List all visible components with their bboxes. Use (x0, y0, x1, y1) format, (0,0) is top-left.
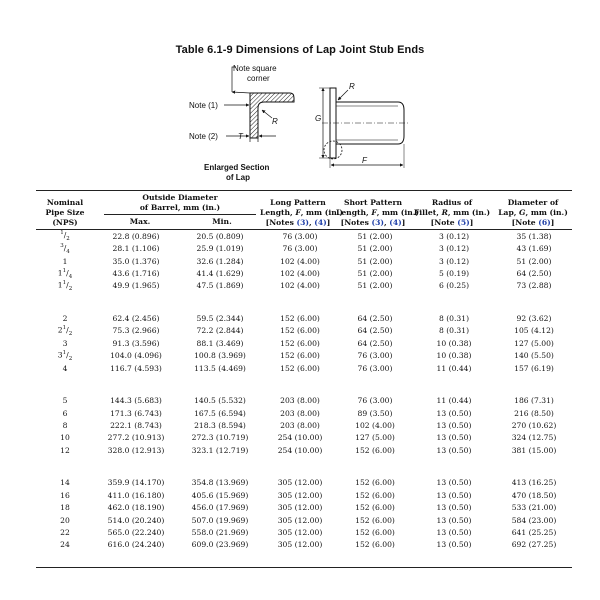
nps-cell: 1 (62, 256, 68, 266)
nps-cell: $1^1/_2$ (57, 279, 73, 292)
radius-cell: 5 (0.19) (438, 269, 470, 279)
short-pattern-cell: 152 (6.00) (355, 528, 395, 538)
nps-cell: 18 (60, 503, 70, 513)
long-pattern-cell: 152 (6.00) (280, 313, 320, 323)
od-min-cell: 140.5 (5.532) (194, 396, 246, 406)
radius-cell: 13 (0.50) (436, 433, 472, 443)
long-pattern-cell: 203 (8.00) (280, 420, 320, 430)
od-min-cell: 20.5 (0.809) (196, 231, 244, 241)
header-outside-diameter: Outside Diameter of Barrel, mm (in.) (139, 193, 221, 212)
fraction: $^1/_2$ (62, 324, 73, 337)
radius-cell: 10 (0.38) (436, 351, 472, 361)
table-row (36, 242, 572, 254)
od-max-cell: 62.4 (2.456) (112, 313, 160, 323)
header-top-rule (36, 190, 572, 191)
caption-line-2: of Lap (226, 173, 250, 182)
note-3-link[interactable]: (3) (296, 218, 309, 227)
table-row (36, 350, 572, 362)
g-label: G (315, 114, 322, 123)
radius-cell: 13 (0.50) (436, 420, 472, 430)
od-min-cell: 113.5 (4.469) (194, 363, 246, 373)
short-pattern-cell: 64 (2.50) (357, 326, 393, 336)
table-row (36, 337, 572, 349)
od-min-cell: 72.2 (2.844) (196, 326, 244, 336)
long-pattern-cell: 305 (12.00) (277, 515, 323, 525)
radius-cell: 13 (0.50) (436, 515, 472, 525)
caption-line-1: Enlarged Section (204, 163, 270, 172)
note-6-link[interactable]: (6) (538, 218, 551, 227)
lap-diameter-cell: 584 (23.00) (511, 515, 557, 525)
od-min-cell: 100.8 (3.969) (194, 351, 246, 361)
long-pattern-cell: 76 (3.00) (282, 244, 318, 254)
header-nps: Nominal Pipe Size (NPS) (45, 198, 85, 227)
nps-cell (36, 230, 94, 242)
od-max-cell: 104.0 (4.096) (110, 351, 162, 361)
lap-diameter-cell: 73 (2.88) (516, 281, 552, 291)
lap-diameter-cell: 641 (25.25) (511, 528, 557, 538)
short-pattern-cell: 76 (3.00) (357, 396, 393, 406)
short-pattern-cell: 51 (2.00) (357, 244, 393, 254)
od-min-cell: 558.0 (21.969) (191, 528, 249, 538)
short-pattern-cell: 152 (6.00) (355, 445, 395, 455)
long-pattern-cell: 152 (6.00) (280, 351, 320, 361)
od-min-cell: 405.6 (15.969) (191, 490, 249, 500)
note-1-label: Note (1) (189, 101, 218, 110)
radius-cell: 3 (0.12) (438, 244, 470, 254)
lap-diameter-cell: 157 (6.19) (514, 363, 554, 373)
long-pattern-cell: 305 (12.00) (277, 478, 323, 488)
lap-diameter-cell: 35 (1.38) (516, 231, 552, 241)
od-min-cell: 507.0 (19.969) (191, 515, 249, 525)
note-4-link[interactable]: (4) (314, 218, 327, 227)
long-pattern-cell: 305 (12.00) (277, 503, 323, 513)
od-max-cell: 116.7 (4.593) (110, 363, 162, 373)
od-min-cell: 88.1 (3.469) (196, 338, 244, 348)
note-2-label: Note (2) (189, 132, 218, 141)
lap-joint-figure (0, 58, 600, 183)
od-max-cell: 91.3 (3.596) (112, 338, 160, 348)
group-spacer (36, 457, 572, 477)
long-pattern-cell: 152 (6.00) (280, 363, 320, 373)
od-max-cell: 22.8 (0.896) (112, 231, 160, 241)
note-4-link[interactable]: (4) (389, 218, 402, 227)
short-pattern-cell: 76 (3.00) (357, 363, 393, 373)
table-row (36, 501, 572, 513)
od-max-cell: 462.0 (18.190) (107, 503, 165, 513)
od-max-cell: 565.0 (22.240) (107, 528, 165, 538)
nps-cell: $2^1/_2$ (57, 324, 73, 337)
od-min-cell: 272.3 (10.719) (191, 433, 249, 443)
od-min-cell: 609.0 (23.969) (191, 540, 249, 550)
od-max-cell: 49.9 (1.965) (112, 281, 160, 291)
table-row (36, 514, 572, 526)
radius-cell: 11 (0.44) (436, 396, 472, 406)
table-row (36, 526, 572, 538)
nps-cell: 16 (60, 490, 70, 500)
od-min-cell: 167.5 (6.594) (194, 408, 246, 418)
lap-diameter-cell: 51 (2.00) (516, 256, 552, 266)
long-pattern-cell: 203 (8.00) (280, 396, 320, 406)
radius-cell: 3 (0.12) (438, 256, 470, 266)
od-max-cell: 144.3 (5.683) (110, 396, 162, 406)
radius-cell: 10 (0.38) (436, 338, 472, 348)
header-radius: Radius of Fillet, R, mm (in.) [Note (5)] (413, 198, 491, 227)
radius-cell: 6 (0.25) (438, 281, 470, 291)
lap-diameter-cell: 533 (21.00) (511, 503, 557, 513)
od-max-cell: 43.6 (1.716) (112, 269, 160, 279)
od-min-cell: 59.5 (2.344) (196, 313, 244, 323)
nps-cell: 4 (62, 363, 68, 373)
fraction: $^1/_2$ (60, 230, 70, 243)
radius-cell: 13 (0.50) (436, 503, 472, 513)
fraction: $^1/_4$ (62, 267, 73, 280)
od-max-cell: 35.0 (1.376) (112, 256, 160, 266)
table-row (36, 312, 572, 324)
table-row (36, 394, 572, 406)
long-pattern-cell: 254 (10.00) (277, 445, 323, 455)
radius-cell: 13 (0.50) (436, 478, 472, 488)
long-pattern-cell: 305 (12.00) (277, 490, 323, 500)
header-short-pattern: Short Pattern Length, F, mm (in.) [Notes (3), (4)] (336, 198, 419, 227)
od-max-cell: 616.0 (24.240) (107, 540, 165, 550)
short-pattern-cell: 51 (2.00) (357, 256, 393, 266)
od-min-cell: 218.3 (8.594) (194, 420, 246, 430)
nps-cell: 22 (60, 528, 70, 538)
radius-cell: 11 (0.44) (436, 363, 472, 373)
long-pattern-cell: 203 (8.00) (280, 408, 320, 418)
short-pattern-cell: 64 (2.50) (357, 313, 393, 323)
header-long-pattern: Long Pattern Length, F, mm (in.) [Notes (3), (4)] (260, 198, 343, 227)
lap-diameter-cell: 216 (8.50) (514, 408, 554, 418)
short-pattern-cell: 51 (2.00) (357, 231, 393, 241)
table-row (36, 489, 572, 501)
table-title: Table 6.1-9 Dimensions of Lap Joint Stub Ends (175, 44, 425, 56)
od-min-cell: 456.0 (17.969) (191, 503, 249, 513)
long-pattern-cell: 102 (4.00) (280, 281, 320, 291)
header-max: Max. (129, 217, 151, 226)
fraction: $^3/_4$ (60, 242, 70, 255)
od-max-cell: 28.1 (1.106) (112, 244, 160, 254)
fraction: $^1/_2$ (62, 279, 73, 292)
nps-cell (36, 242, 94, 254)
radius-cell: 13 (0.50) (436, 540, 472, 550)
table-row (36, 407, 572, 419)
table-row (36, 362, 572, 374)
od-min-cell: 354.8 (13.969) (191, 478, 249, 488)
od-max-cell: 75.3 (2.966) (112, 326, 160, 336)
od-max-cell: 171.3 (6.743) (110, 408, 162, 418)
nps-cell: 24 (60, 540, 70, 550)
radius-cell: 13 (0.50) (436, 490, 472, 500)
long-pattern-cell: 76 (3.00) (282, 231, 318, 241)
short-pattern-cell: 64 (2.50) (357, 338, 393, 348)
lap-diameter-cell: 692 (27.25) (511, 540, 557, 550)
lap-diameter-cell: 105 (4.12) (514, 326, 554, 336)
lap-diameter-cell: 92 (3.62) (516, 313, 552, 323)
header-min: Min. (212, 217, 232, 226)
long-pattern-cell: 102 (4.00) (280, 269, 320, 279)
table-row (36, 280, 572, 292)
od-max-cell: 222.1 (8.743) (110, 420, 162, 430)
group-spacer (36, 292, 572, 312)
radius-cell: 13 (0.50) (436, 408, 472, 418)
nps-cell: 5 (62, 396, 68, 406)
od-min-cell: 47.5 (1.869) (196, 281, 244, 291)
radius-cell: 13 (0.50) (436, 445, 472, 455)
lap-diameter-cell: 43 (1.69) (516, 244, 552, 254)
table-row (36, 267, 572, 279)
table-row (36, 255, 572, 267)
nps-cell: 8 (62, 420, 68, 430)
long-pattern-cell: 305 (12.00) (277, 528, 323, 538)
f-label: F (362, 156, 367, 165)
lap-diameter-cell: 186 (7.31) (514, 396, 554, 406)
radius-cell: 13 (0.50) (436, 528, 472, 538)
od-min-cell: 25.9 (1.019) (196, 244, 244, 254)
od-max-cell: 328.0 (12.913) (107, 445, 165, 455)
long-pattern-cell: 102 (4.00) (280, 256, 320, 266)
nps-cell: 6 (62, 408, 68, 418)
nps-cell: 2 (62, 313, 68, 323)
nps-cell: $1^1/_4$ (57, 267, 73, 280)
enlarged-r-label: R (272, 117, 278, 126)
table-row (36, 230, 572, 242)
short-pattern-cell: 76 (3.00) (357, 351, 393, 361)
long-pattern-cell: 305 (12.00) (277, 540, 323, 550)
table-row (36, 444, 572, 456)
radius-cell: 8 (0.31) (438, 313, 470, 323)
short-pattern-cell: 127 (5.00) (355, 433, 395, 443)
lap-diameter-cell: 140 (5.50) (514, 351, 554, 361)
short-pattern-cell: 152 (6.00) (355, 540, 395, 550)
short-pattern-cell: 102 (4.00) (355, 420, 395, 430)
long-pattern-cell: 254 (10.00) (277, 433, 323, 443)
od-max-cell: 277.2 (10.913) (107, 433, 165, 443)
nps-cell: 20 (60, 515, 70, 525)
od-min-cell: 32.6 (1.284) (196, 256, 244, 266)
lap-diameter-cell: 270 (10.62) (511, 420, 557, 430)
short-pattern-cell: 89 (3.50) (357, 408, 393, 418)
nps-cell: 10 (60, 433, 70, 443)
od-min-cell: 41.4 (1.629) (196, 269, 244, 279)
nps-cell: 14 (60, 478, 70, 488)
lap-diameter-cell: 470 (18.50) (511, 490, 557, 500)
short-pattern-cell: 152 (6.00) (355, 490, 395, 500)
nps-cell: 3 (62, 338, 68, 348)
short-pattern-cell: 51 (2.00) (357, 281, 393, 291)
short-pattern-cell: 152 (6.00) (355, 478, 395, 488)
radius-cell: 8 (0.31) (438, 326, 470, 336)
od-max-cell: 411.0 (16.180) (107, 490, 165, 500)
short-pattern-cell: 152 (6.00) (355, 515, 395, 525)
od-span-rule (104, 214, 256, 215)
table-row (36, 477, 572, 489)
od-max-cell: 359.9 (14.170) (107, 478, 165, 488)
table-row (36, 539, 572, 551)
nps-cell: 12 (60, 445, 70, 455)
nps-cell: $3^1/_2$ (57, 349, 73, 362)
table-bottom-rule (36, 567, 572, 568)
fraction: $^1/_2$ (62, 349, 73, 362)
header-lap-diameter: Diameter of Lap, G, mm (in.) [Note (6)] (498, 198, 568, 227)
lap-diameter-cell: 127 (5.00) (514, 338, 554, 348)
t-label: T (238, 132, 243, 141)
note-3-link[interactable]: (3) (371, 218, 384, 227)
od-max-cell: 514.0 (20.240) (107, 515, 165, 525)
short-pattern-cell: 152 (6.00) (355, 503, 395, 513)
long-pattern-cell: 152 (6.00) (280, 338, 320, 348)
radius-cell: 3 (0.12) (438, 231, 470, 241)
table-row (36, 419, 572, 431)
note-5-link[interactable]: (5) (457, 218, 470, 227)
stub-r-label: R (349, 82, 355, 91)
dimensions-table (36, 230, 572, 551)
short-pattern-cell: 51 (2.00) (357, 269, 393, 279)
lap-diameter-cell: 381 (15.00) (511, 445, 557, 455)
od-min-cell: 323.1 (12.719) (191, 445, 249, 455)
lap-diameter-cell: 64 (2.50) (516, 269, 552, 279)
lap-diameter-cell: 413 (16.25) (511, 478, 557, 488)
long-pattern-cell: 152 (6.00) (280, 326, 320, 336)
note-square-label-1: Note square (233, 64, 277, 73)
lap-diameter-cell: 324 (12.75) (511, 433, 557, 443)
table-row (36, 325, 572, 337)
table-row (36, 432, 572, 444)
group-spacer (36, 374, 572, 394)
note-square-label-2: corner (247, 74, 270, 83)
